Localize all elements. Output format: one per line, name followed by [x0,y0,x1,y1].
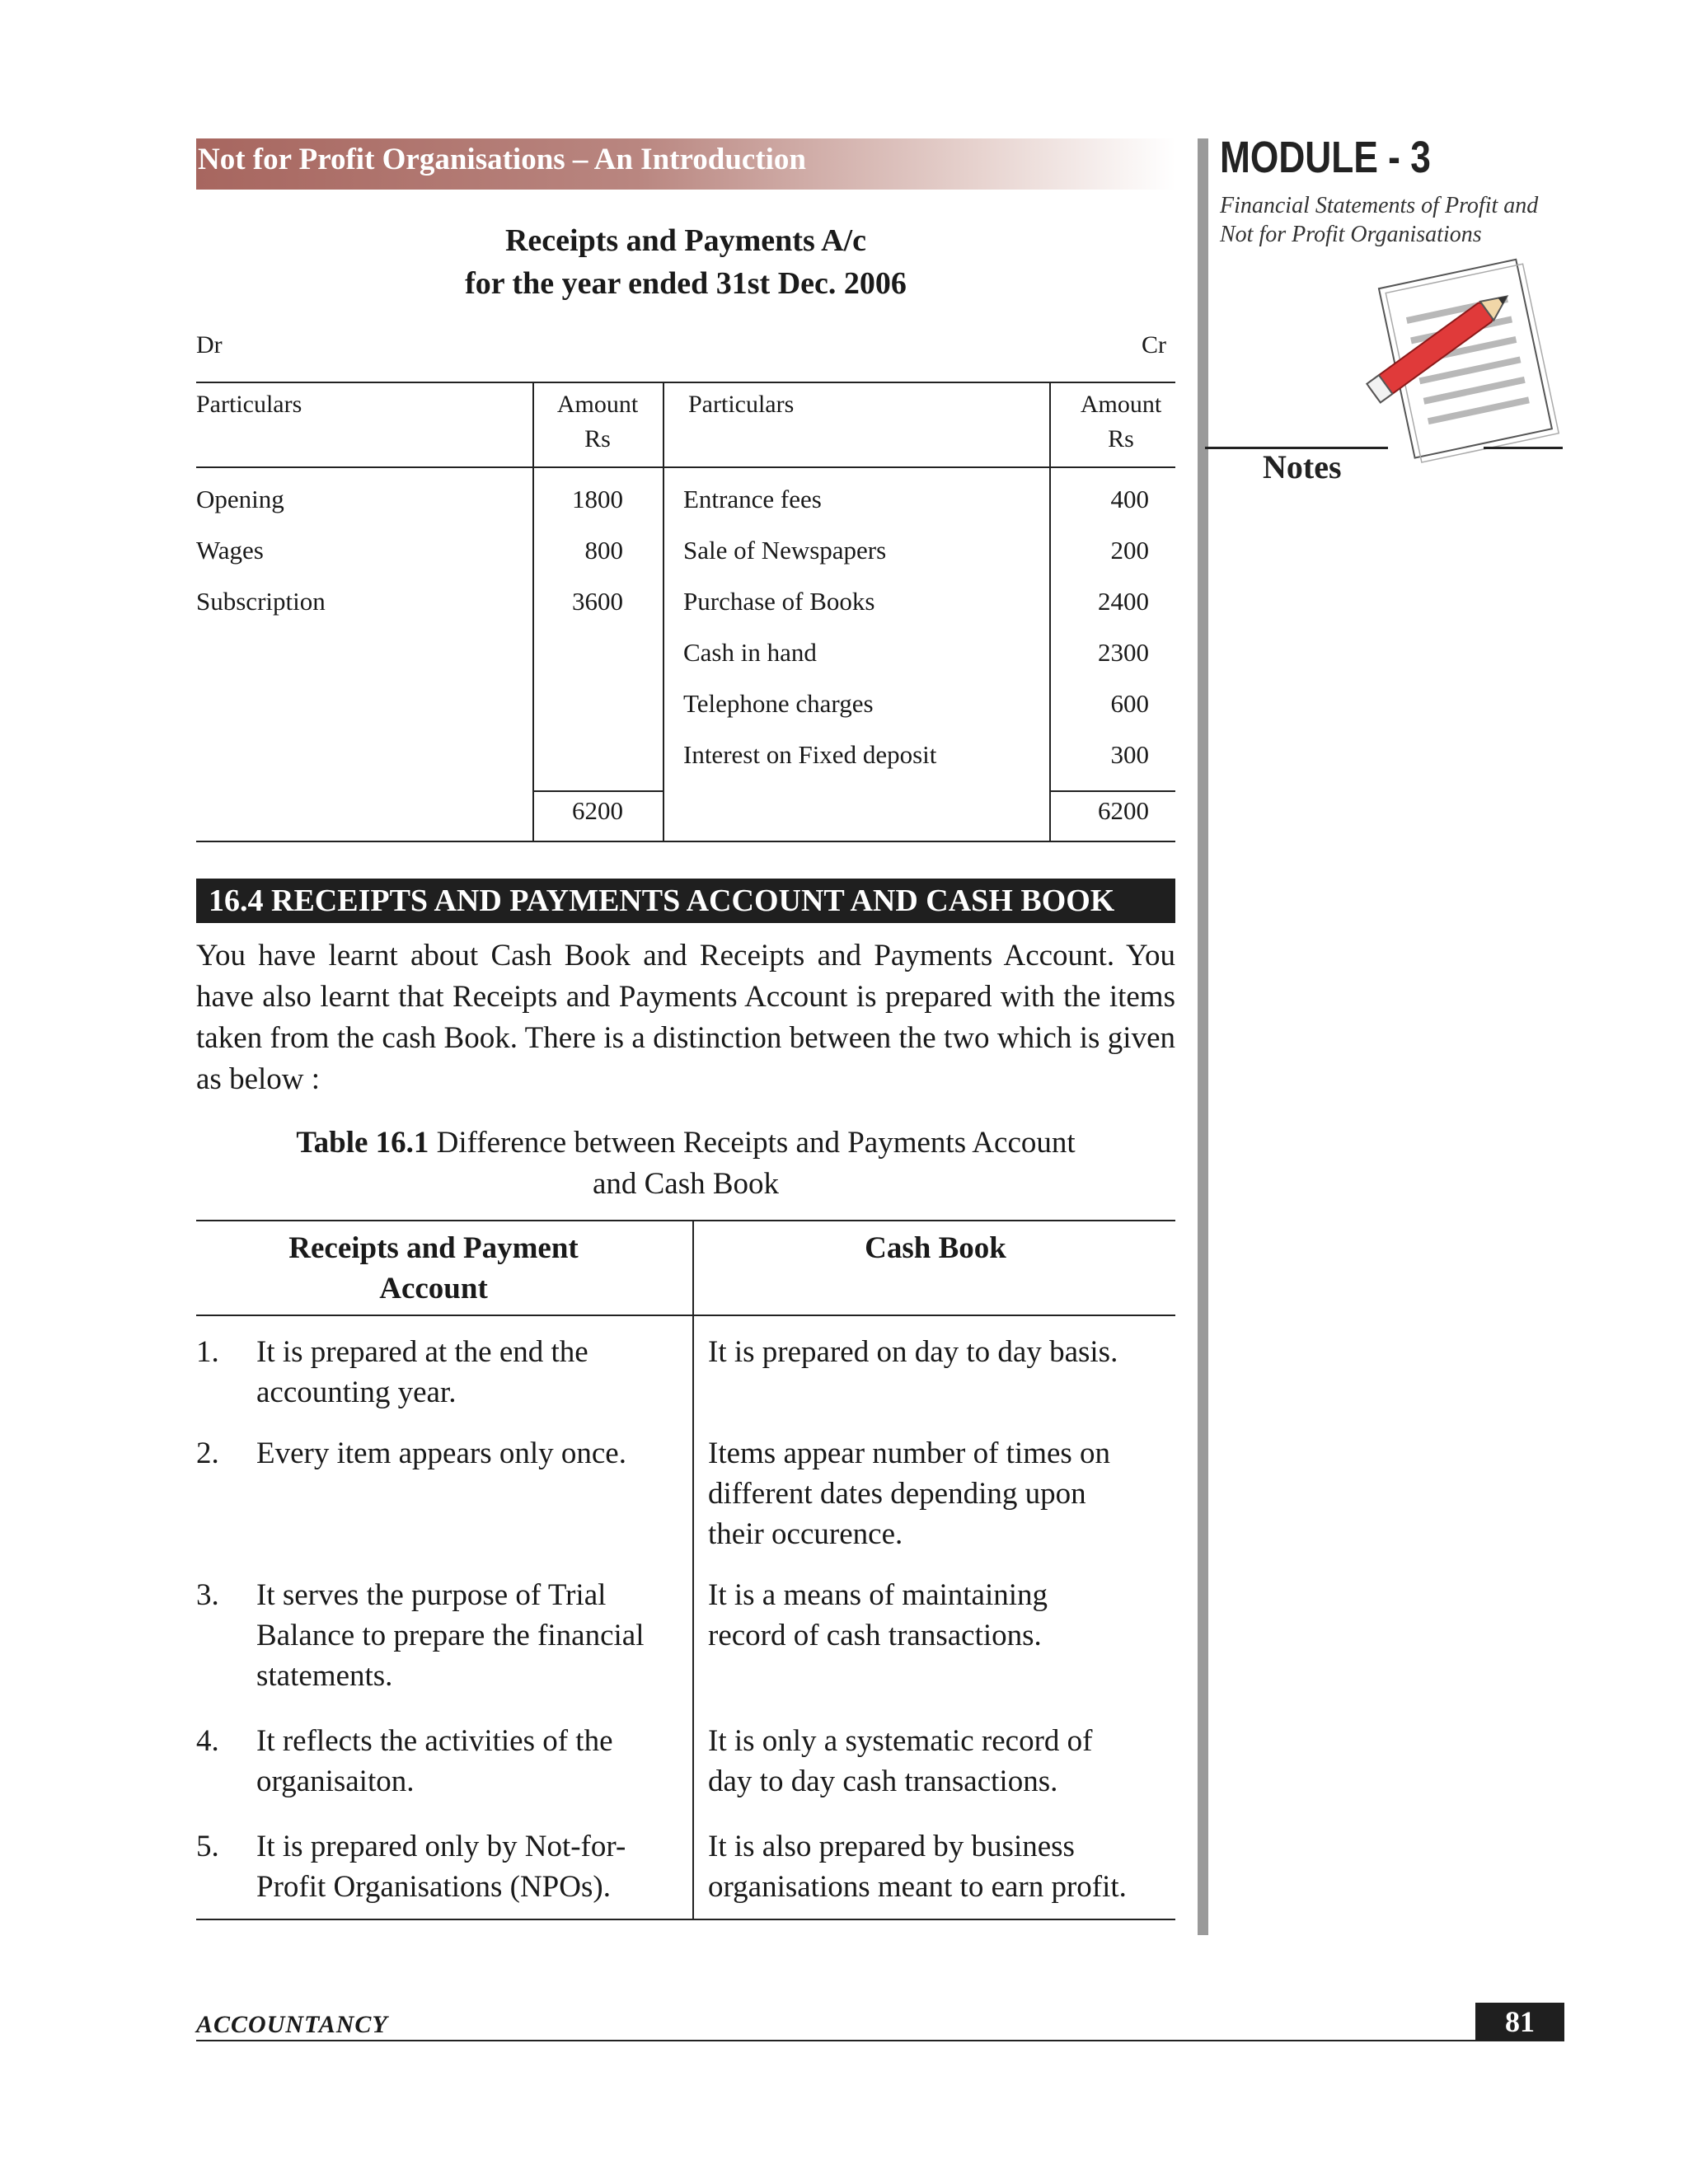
table2-header-rule [196,1315,1175,1316]
left-amount-header: Amount [556,391,639,418]
right-total-rule [1049,790,1175,792]
row-number: 1. [196,1335,219,1369]
receipt-amount: 1800 [572,485,623,513]
footer-rule [196,2040,1564,2041]
left-total: 6200 [572,796,623,825]
receipt-particular: Subscription [196,587,326,616]
left-total-rule [532,790,663,792]
row-right-line: It is also prepared by business [708,1830,1075,1863]
row-left-line: It reflects the activities of the [256,1724,613,1758]
receipt-amount: 3600 [572,587,623,616]
row-right-line: record of cash transactions. [708,1619,1042,1652]
row-number: 4. [196,1724,219,1758]
receipt-particular: Wages [196,536,264,565]
col1-header-line2: Account [379,1272,488,1305]
row-left-line: statements. [256,1659,393,1693]
table-top-rule [196,382,1175,383]
row-number: 3. [196,1578,219,1612]
notes-rule-right [1484,447,1563,449]
table-caption-text: Difference between Receipts and Payments Account [436,1126,1076,1160]
row-left-line: Balance to prepare the financial [256,1619,645,1652]
row-number: 2. [196,1436,219,1470]
payment-particular: Interest on Fixed deposit [683,740,937,769]
payment-particular: Sale of Newspapers [683,536,887,565]
section-heading: 16.4 RECEIPTS AND PAYMENTS ACCOUNT AND CASH BOOK [209,883,1115,918]
margin-divider [1198,138,1208,1935]
module-subtitle: Financial Statements of Profit and Not for Profit Organisations [1220,193,1539,247]
row-right-line: It is prepared on day to day basis. [708,1335,1118,1369]
table-header-rule [196,466,1175,468]
right-total: 6200 [1098,796,1149,825]
cr-label: Cr [1142,331,1166,359]
table2-top-rule [196,1220,1175,1221]
table2-column-divider [692,1220,694,1919]
module-title: MODULE - 3 [1220,133,1431,182]
payment-amount: 200 [1110,536,1149,565]
row-left-line: Every item appears only once. [256,1436,626,1470]
footer-label: ACCOUNTANCY [196,2011,388,2038]
col2-header: Cash Book [865,1231,1006,1265]
rp-account-title: Receipts and Payments A/c [504,223,867,258]
left-amount-divider [532,382,534,841]
row-right-line: different dates depending upon [708,1477,1086,1511]
row-right-line: organisations meant to earn profit. [708,1870,1127,1904]
payment-amount: 2400 [1098,587,1149,616]
receipt-amount: 800 [584,536,623,565]
right-amount-unit: Rs [1108,425,1134,452]
row-right-line: It is a means of maintaining [708,1578,1048,1612]
col1-header-line1: Receipts and Payment [288,1231,579,1265]
row-left-line: Profit Organisations (NPOs). [256,1870,611,1904]
table2-bottom-rule [196,1919,1175,1920]
row-number: 5. [196,1830,219,1863]
intro-paragraph: You have learnt about Cash Book and Receipts and Payments Account. You have also learnt that Receipts and Payments Account is prepared with the items taken from the cash Book. There is a distinction between the two which is given as below : [196,939,1175,1096]
row-right-line: day to day cash transactions. [708,1765,1058,1798]
row-right-line: Items appear number of times on [708,1436,1111,1470]
center-divider [663,382,664,841]
payment-amount: 2300 [1098,638,1149,667]
row-right-line: their occurence. [708,1517,903,1551]
payment-amount: 300 [1110,740,1149,769]
payment-particular: Purchase of Books [683,587,875,616]
col1-header [196,1228,671,1309]
payment-particular: Entrance fees [683,485,822,513]
receipt-particular: Opening [196,485,284,513]
row-left-line: It serves the purpose of Trial [256,1578,607,1612]
notes-label: Notes [1263,448,1342,485]
table-caption [196,1122,1175,1205]
row-left-line: accounting year. [256,1376,457,1409]
payment-particular: Cash in hand [683,638,817,667]
payment-particular: Telephone charges [683,689,874,718]
payment-amount: 600 [1110,689,1149,718]
right-amount-header: Amount [1080,391,1162,418]
right-particulars-header: Particulars [688,391,795,418]
row-left-line: It is prepared only by Not-for- [256,1830,626,1863]
dr-label: Dr [196,331,223,359]
left-amount-unit: Rs [584,425,611,452]
left-particulars-header: Particulars [196,391,302,418]
page-number: 81 [1505,2005,1535,2038]
chapter-title: Not for Profit Organisations – An Introduction [198,143,806,176]
row-left-line: It is prepared at the end the [256,1335,588,1369]
right-amount-divider [1049,382,1051,841]
payment-amount: 400 [1110,485,1149,513]
table-caption-text-2: and Cash Book [592,1167,780,1201]
row-left-line: organisaiton. [256,1765,415,1798]
table-bottom-rule [196,841,1175,842]
table-caption-label: Table 16.1 [296,1126,429,1160]
rp-account-subtitle: for the year ended 31st Dec. 2006 [465,266,907,301]
row-right-line: It is only a systematic record of [708,1724,1093,1758]
